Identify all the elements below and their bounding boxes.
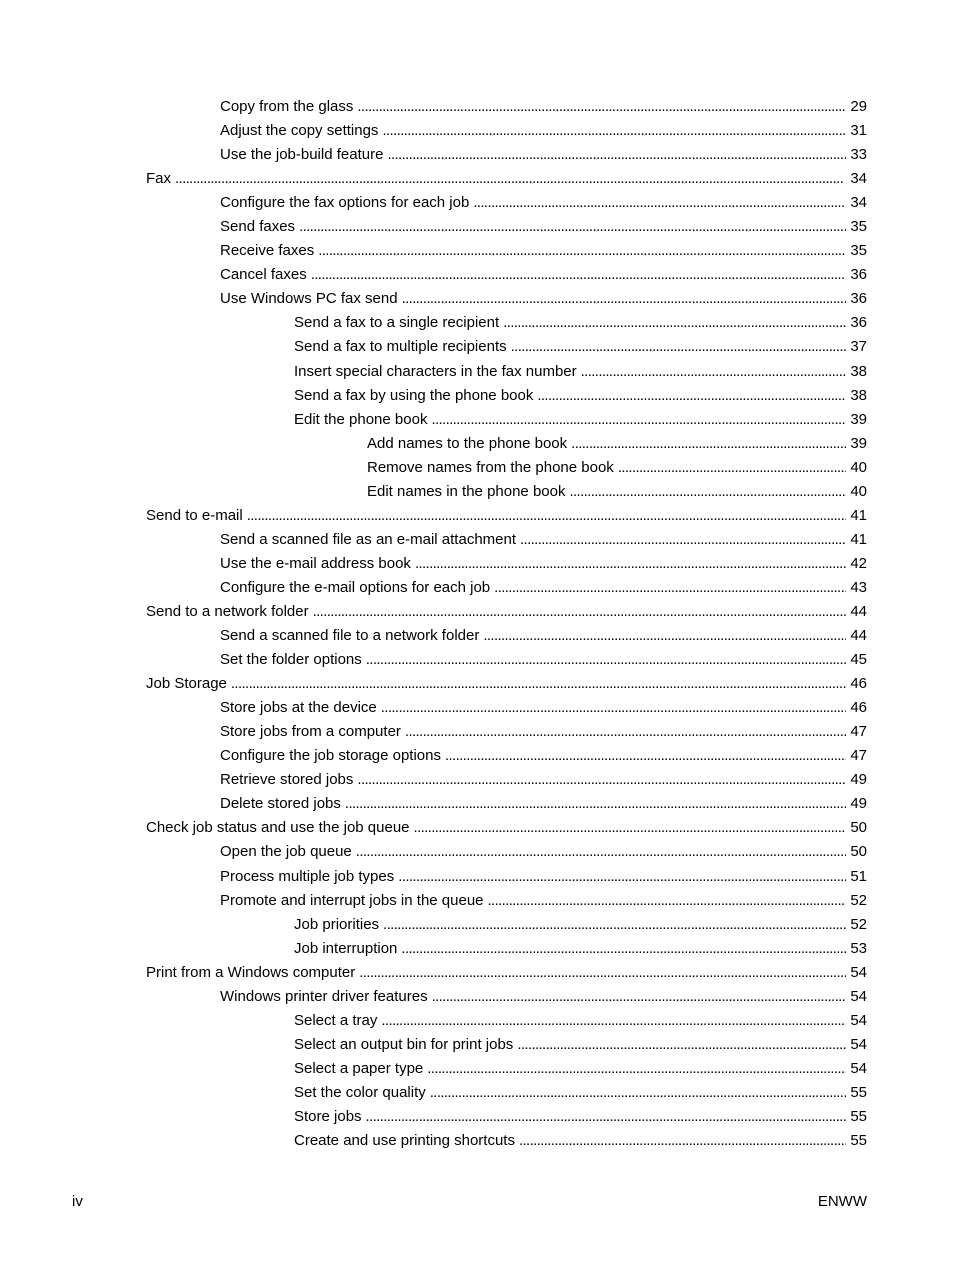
toc-entry[interactable]	[146, 961, 867, 985]
toc-entry[interactable]	[220, 95, 867, 119]
toc-entry-page: 51	[850, 867, 867, 885]
toc-entry-title: Send a fax to a single recipient	[294, 314, 500, 332]
toc-entry-title: Configure the fax options for each job	[220, 194, 470, 212]
toc-entry-page: 29	[850, 98, 867, 115]
toc-entry-title: Send a fax to multiple recipients	[294, 338, 507, 356]
toc-entry-title: Edit names in the phone book	[367, 482, 566, 500]
dot-leader	[519, 1129, 846, 1153]
toc-entry[interactable]	[220, 720, 867, 744]
dot-leader	[432, 985, 847, 1009]
toc-entry-title: Add names to the phone book	[367, 434, 568, 452]
toc-entry[interactable]	[294, 408, 867, 432]
dot-leader	[503, 311, 846, 335]
toc-entry-page: 41	[850, 530, 867, 548]
toc-entry-title: Print from a Windows computer	[146, 963, 356, 981]
dot-leader	[401, 937, 846, 961]
toc-entry-page: 40	[850, 482, 867, 500]
dot-leader	[311, 263, 847, 287]
toc-entry-title: Create and use printing shortcuts	[294, 1132, 515, 1150]
toc-entry-page: 38	[850, 386, 867, 404]
toc-entry-page: 55	[850, 1132, 867, 1150]
toc-entry-title: Store jobs from a computer	[220, 723, 401, 741]
toc-entry-page: 49	[850, 795, 867, 813]
toc-entry[interactable]	[220, 552, 867, 576]
toc-entry-title: Send a fax by using the phone book	[294, 386, 534, 404]
dot-leader	[299, 215, 846, 239]
dot-leader	[427, 1057, 846, 1081]
dot-leader	[431, 408, 846, 432]
dot-leader	[313, 600, 847, 624]
toc-entry[interactable]	[220, 239, 867, 263]
dot-leader	[402, 287, 847, 311]
toc-entry-title: Process multiple job types	[220, 867, 395, 885]
toc-entry-page: 54	[850, 987, 867, 1005]
toc-entry-title: Use the e-mail address book	[220, 554, 411, 572]
toc-entry-title: Edit the phone book	[294, 410, 428, 428]
toc-entry-title: Cancel faxes	[220, 266, 307, 284]
toc-entry[interactable]	[220, 865, 867, 889]
toc-entry-page: 42	[850, 554, 867, 572]
toc-entry[interactable]	[220, 696, 867, 720]
dot-leader	[473, 191, 846, 215]
toc-entry[interactable]	[146, 167, 867, 191]
dot-leader	[488, 889, 847, 913]
toc-entry-title: Select a tray	[294, 1011, 378, 1029]
toc-entry[interactable]	[146, 816, 867, 840]
toc-entry-title: Job Storage	[146, 675, 227, 693]
toc-entry[interactable]	[294, 335, 867, 359]
toc-entry-title: Configure the e-mail options for each job	[220, 578, 491, 596]
toc-entry[interactable]	[220, 744, 867, 768]
dot-leader	[445, 744, 846, 768]
toc-entry-page: 39	[850, 410, 867, 428]
toc-entry-page: 53	[850, 939, 867, 957]
toc-entry-title: Send a scanned file as an e-mail attachment	[220, 530, 517, 548]
toc-entry-page: 39	[850, 434, 867, 452]
dot-leader	[175, 167, 846, 191]
dot-leader	[247, 504, 847, 528]
dot-leader	[318, 239, 846, 263]
toc-entry-title: Fax	[146, 170, 172, 188]
toc-entry[interactable]	[220, 263, 867, 287]
toc-entry-page: 40	[850, 458, 867, 476]
toc-entry-page: 47	[850, 747, 867, 765]
toc-entry[interactable]	[294, 384, 867, 408]
dot-leader	[356, 840, 847, 864]
toc-entry-page: 54	[850, 1035, 867, 1053]
toc-entry[interactable]	[367, 480, 867, 504]
dot-leader	[405, 720, 846, 744]
dot-leader	[537, 384, 846, 408]
toc-entry-title: Job interruption	[294, 939, 398, 957]
dot-leader	[415, 552, 846, 576]
toc-entry-page: 46	[850, 675, 867, 693]
toc-entry-page: 54	[850, 1059, 867, 1077]
dot-leader	[581, 360, 847, 384]
dot-leader	[517, 1033, 846, 1057]
toc-entry-page: 54	[850, 963, 867, 981]
toc-entry-title: Store jobs at the device	[220, 699, 377, 717]
toc-entry-page: 34	[850, 170, 867, 188]
toc-entry-title: Send to a network folder	[146, 602, 309, 620]
toc-entry-page: 41	[850, 506, 867, 524]
toc-entry[interactable]	[220, 648, 867, 672]
dot-leader	[366, 648, 847, 672]
dot-leader	[383, 913, 846, 937]
toc-entry-page: 34	[850, 194, 867, 212]
dot-leader	[430, 1081, 847, 1105]
dot-leader	[511, 335, 847, 359]
dot-leader	[231, 672, 846, 696]
toc-entry-page: 52	[850, 891, 867, 909]
toc-entry[interactable]	[294, 1057, 867, 1081]
dot-leader	[494, 576, 846, 600]
toc-entry[interactable]	[220, 191, 867, 215]
toc-entry-title: Select an output bin for print jobs	[294, 1035, 514, 1053]
toc-entry-title: Copy from the glass	[220, 98, 354, 115]
toc-entry-page: 54	[850, 1011, 867, 1029]
dot-leader	[520, 528, 846, 552]
toc-entry-title: Promote and interrupt jobs in the queue	[220, 891, 484, 909]
toc-entry-title: Retrieve stored jobs	[220, 771, 354, 789]
toc-entry-title: Delete stored jobs	[220, 795, 341, 813]
toc-entry-page: 38	[850, 362, 867, 380]
dot-leader	[357, 768, 846, 792]
toc-entry-title: Check job status and use the job queue	[146, 819, 410, 837]
dot-leader	[571, 432, 846, 456]
footer-doc-code: ENWW	[817, 1193, 867, 1210]
toc-entry-page: 55	[850, 1107, 867, 1125]
toc-entry[interactable]	[367, 432, 867, 456]
toc-entry[interactable]	[220, 143, 867, 167]
dot-leader	[366, 1105, 847, 1129]
toc-entry-page: 44	[850, 627, 867, 645]
toc-entry[interactable]	[294, 1129, 867, 1153]
toc-entry-title: Configure the job storage options	[220, 747, 441, 765]
toc-entry[interactable]	[220, 985, 867, 1009]
toc-entry[interactable]	[294, 1033, 867, 1057]
dot-leader	[345, 792, 846, 816]
toc-entry-page: 47	[850, 723, 867, 741]
toc-entry[interactable]	[220, 889, 867, 913]
toc-entry-page: 49	[850, 771, 867, 789]
toc-entry-title: Set the color quality	[294, 1083, 426, 1101]
toc-entry-title: Send a scanned file to a network folder	[220, 627, 480, 645]
toc-entry[interactable]	[294, 913, 867, 937]
dot-leader	[387, 143, 846, 167]
toc-entry-title: Adjust the copy settings	[220, 122, 379, 140]
dot-leader	[618, 456, 847, 480]
toc-entry-title: Remove names from the phone book	[367, 458, 614, 476]
toc-entry-page: 35	[850, 242, 867, 260]
toc-entry[interactable]	[220, 792, 867, 816]
toc-entry-title: Insert special characters in the fax number	[294, 362, 577, 380]
dot-leader	[414, 816, 847, 840]
toc-entry-page: 35	[850, 218, 867, 236]
dot-leader	[398, 865, 846, 889]
toc-entry[interactable]	[220, 215, 867, 239]
toc-entry[interactable]	[220, 576, 867, 600]
toc-entry-page: 52	[850, 915, 867, 933]
toc-entry[interactable]	[294, 360, 867, 384]
toc-entry[interactable]	[220, 119, 867, 143]
dot-leader	[569, 480, 846, 504]
toc-entry-page: 45	[850, 651, 867, 669]
dot-leader	[381, 1009, 846, 1033]
dot-leader	[382, 119, 846, 143]
toc-entry-title: Receive faxes	[220, 242, 315, 260]
toc-entry-page: 36	[850, 290, 867, 308]
table-of-contents	[0, 95, 954, 1153]
toc-entry-title: Select a paper type	[294, 1059, 424, 1077]
toc-entry-page: 50	[850, 843, 867, 861]
toc-entry[interactable]	[220, 528, 867, 552]
toc-entry[interactable]	[220, 624, 867, 648]
toc-entry[interactable]	[294, 1081, 867, 1105]
toc-entry-title: Job priorities	[294, 915, 380, 933]
toc-entry-title: Open the job queue	[220, 843, 352, 861]
toc-entry[interactable]	[294, 311, 867, 335]
toc-entry-title: Set the folder options	[220, 651, 362, 669]
toc-entry[interactable]	[294, 937, 867, 961]
toc-entry[interactable]	[294, 1105, 867, 1129]
toc-entry-page: 36	[850, 266, 867, 284]
toc-entry-page: 50	[850, 819, 867, 837]
dot-leader	[359, 961, 846, 985]
toc-entry-title: Send to e-mail	[146, 506, 243, 524]
toc-entry-title: Windows printer driver features	[220, 987, 428, 1005]
toc-entry[interactable]	[294, 1009, 867, 1033]
toc-entry-title: Use Windows PC fax send	[220, 290, 398, 308]
toc-entry-page: 55	[850, 1083, 867, 1101]
dot-leader	[381, 696, 847, 720]
footer-page-number: iv	[72, 1193, 83, 1210]
toc-entry[interactable]	[146, 600, 867, 624]
toc-entry[interactable]	[146, 672, 867, 696]
toc-entry-title: Use the job-build feature	[220, 146, 384, 164]
dot-leader	[483, 624, 846, 648]
toc-entry-title: Store jobs	[294, 1107, 362, 1125]
toc-entry[interactable]	[220, 768, 867, 792]
toc-entry-page: 46	[850, 699, 867, 717]
toc-entry-page: 31	[850, 122, 867, 140]
dot-leader	[357, 95, 846, 119]
toc-entry-page: 44	[850, 602, 867, 620]
toc-entry[interactable]	[367, 456, 867, 480]
toc-entry-title: Send faxes	[220, 218, 296, 236]
toc-entry[interactable]	[146, 504, 867, 528]
toc-entry-page: 43	[850, 578, 867, 596]
toc-entry-page: 37	[850, 338, 867, 356]
toc-entry-page: 36	[850, 314, 867, 332]
toc-entry-page: 33	[850, 146, 867, 164]
toc-entry[interactable]	[220, 287, 867, 311]
toc-entry[interactable]	[220, 840, 867, 864]
